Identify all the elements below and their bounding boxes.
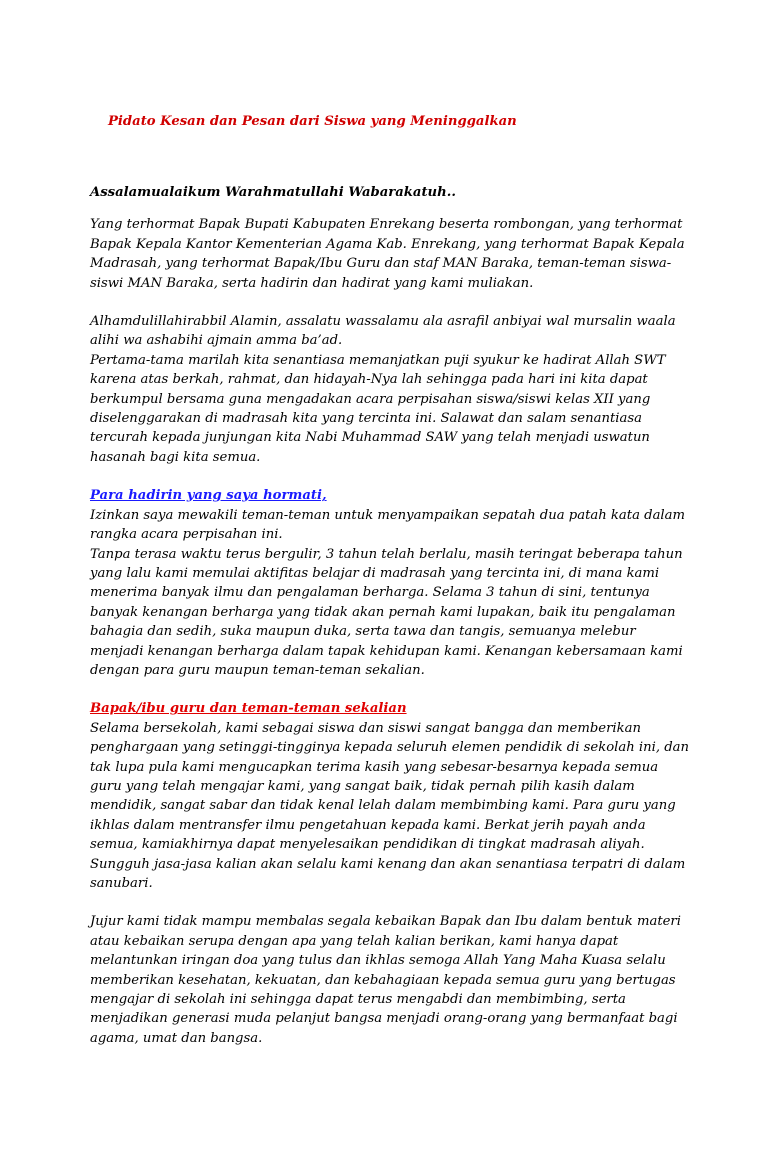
paragraph-spacer bbox=[90, 293, 690, 312]
document-body bbox=[90, 112, 690, 1048]
prayer-paragraph: Jujur kami tidak mampu membalas segala kebaikan Bapak dan Ibu dalam bentuk materi atau kebaikan serupa dengan apa yang telah kalian berikan, kami hanya dapat melantunkan iringan doa yang tulus dan ikhlas semoga Allah Yang Maha Kuasa selalu memberikan kesehatan, kekuatan, dan kebahagiaan kepada semua guru yang bertugas mengajar di sekolah ini sehingga dapat terus mengabdi dan membimbing, serta menjadikan generasi muda pelanjut bangsa menjadi orang-orang yang bermanfaat bagi agama, umat dan bangsa. bbox=[90, 914, 681, 1046]
permission-paragraph: Izinkan saya mewakili teman-teman untuk menyampaikan sepatah dua patah kata dalam rangka acara perpisahan ini. bbox=[90, 507, 686, 543]
greeting: Assalamualaikum Warahmatullahi Wabarakatuh.. bbox=[90, 185, 456, 200]
paragraph-spacer bbox=[90, 467, 690, 486]
section-heading-guru: Bapak/ibu guru dan teman-teman sekalian bbox=[90, 701, 407, 717]
speech-title: Pidato Kesan dan Pesan dari Siswa yang Meninggalkan bbox=[108, 114, 517, 129]
opening-paragraph: Yang terhormat Bapak Bupati Kabupaten Enrekang beserta rombongan, yang terhormat Bapak Kepala Kantor Kementerian Agama Kab. Enrekang, yang terhormat Bapak Kepala Madrasah, yang terhormat Bapak/Ibu Guru dan staf MAN Baraka, teman-teman siswa-siswi MAN Baraka, serta hadirin dan hadirat yang kami muliakan. bbox=[90, 217, 685, 291]
gratitude-paragraph: Pertama-tama marilah kita senantiasa memanjatkan puji syukur ke hadirat Allah SWT karena atas berkah, rahmat, dan hidayah-Nya lah sehingga pada hari ini kita dapat berkumpul bersama guna mengadakan acara perpisahan siswa/siswi kelas XII yang diselenggarakan di madrasah kita yang tercinta ini. Salawat dan salam senantiasa tercurah kepada junjungan kita Nabi Muhammad SAW yang telah menjadi uswatun hasanah bagi kita semua. bbox=[90, 352, 666, 465]
praise-paragraph: Alhamdulillahirabbil Alamin, assalatu wassalamu ala asrafil anbiyai wal mursalin waala alihi wa ashabihi ajmain amma ba’ad. bbox=[90, 314, 676, 349]
memories-paragraph: Tanpa terasa waktu terus bergulir, 3 tahun telah berlalu, masih teringat beberapa tahun yang lalu kami memulai aktifitas belajar di madrasah yang tercinta ini, di mana kami menerima banyak ilmu dan pengalaman berharga. Selama 3 tahun di sini, tentunya banyak kenangan berharga yang tidak akan pernah kami lupakan, baik itu pengalaman bahagia dan sedih, suka maupun duka, serta tawa dan tangis, semuanya melebur menjadi kenangan berharga dalam tapak kehidupan kami. Kenangan kebersamaan kami dengan para guru maupun teman-teman sekalian. bbox=[90, 546, 683, 678]
thanks-teachers-paragraph: Selama bersekolah, kami sebagai siswa dan siswi sangat bangga dan memberikan penghargaan yang setinggi-tingginya kepada seluruh elemen pendidik di sekolah ini, dan tak lupa pula kami mengucapkan terima kasih yang sebesar-besarnya kepada semua guru yang telah mengajar kami, yang sangat baik, tidak pernah pilih kasih dalam mendidik, sangat sabar dan tidak kenal lelah dalam membimbing kami. Para guru yang ikhlas dalam mentransfer ilmu pengetahuan kepada kami. Berkat jerih payah anda semua, kamiakhirnya dapat menyelesaikan pendidikan di tingkat madrasah aliyah. Sungguh jasa-jasa kalian akan selalu kami kenang dan akan senantiasa terpatri di dalam sanubari. bbox=[90, 720, 690, 891]
paragraph-spacer bbox=[90, 893, 690, 912]
paragraph-spacer bbox=[90, 680, 690, 699]
section-heading-hadirin: Para hadirin yang saya hormati, bbox=[90, 488, 327, 504]
